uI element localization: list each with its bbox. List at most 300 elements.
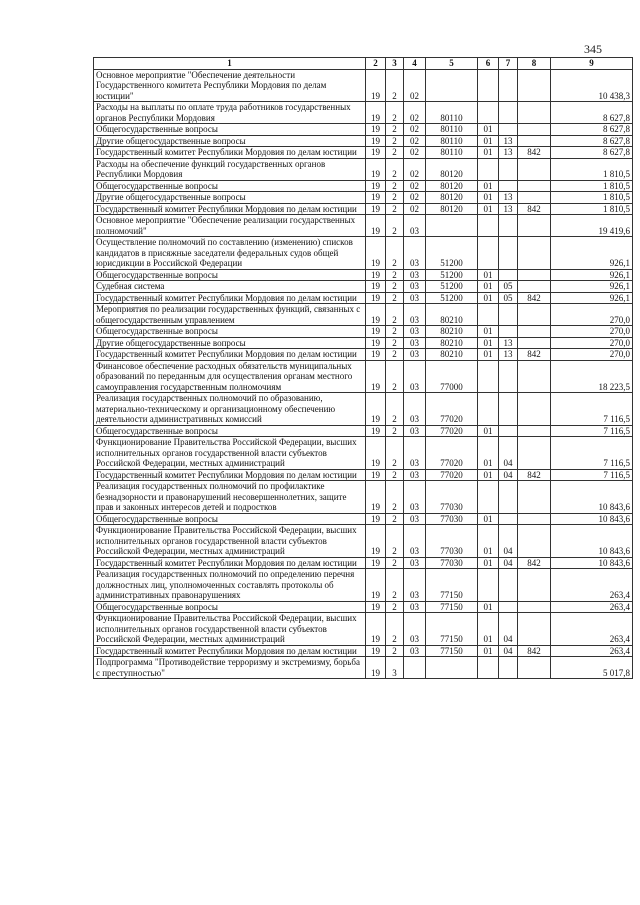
code-cell: 19 <box>366 645 386 657</box>
code-cell <box>426 657 478 679</box>
header-cell: 2 <box>366 58 386 70</box>
code-cell: 13 <box>499 349 518 361</box>
row-name-cell: Государственный комитет Республики Мордовия по делам юстиции <box>94 557 366 569</box>
code-cell: 2 <box>386 135 404 147</box>
code-cell: 02 <box>404 124 426 136</box>
code-cell: 03 <box>404 292 426 304</box>
code-cell: 01 <box>478 124 499 136</box>
code-cell: 80120 <box>426 158 478 180</box>
code-cell <box>478 158 499 180</box>
row-name-cell: Государственный комитет Республики Мордовия по делам юстиции <box>94 349 366 361</box>
row-name-cell: Общегосударственные вопросы <box>94 513 366 525</box>
code-cell: 19 <box>366 292 386 304</box>
code-cell: 01 <box>478 425 499 437</box>
row-name-cell: Осуществление полномочий по составлению (изменению) списков кандидатов в присяжные заседатели федеральных судов общей юрисдикции в Российской Федерации <box>94 237 366 270</box>
code-cell: 2 <box>386 124 404 136</box>
row-name-cell: Судебная система <box>94 281 366 293</box>
header-cell: 7 <box>499 58 518 70</box>
code-cell: 77150 <box>426 569 478 602</box>
code-cell: 2 <box>386 349 404 361</box>
code-cell: 77030 <box>426 481 478 514</box>
amount-cell: 8 627,8 <box>551 102 633 124</box>
code-cell: 19 <box>366 481 386 514</box>
code-cell: 03 <box>404 601 426 613</box>
code-cell <box>499 569 518 602</box>
code-cell <box>518 180 551 192</box>
code-cell: 19 <box>366 393 386 426</box>
code-cell <box>478 657 499 679</box>
code-cell: 03 <box>404 360 426 393</box>
code-cell: 80110 <box>426 102 478 124</box>
code-cell <box>518 437 551 470</box>
code-cell: 02 <box>404 203 426 215</box>
code-cell <box>499 657 518 679</box>
table-row <box>94 69 633 102</box>
code-cell <box>499 513 518 525</box>
header-cell: 6 <box>478 58 499 70</box>
code-cell: 2 <box>386 304 404 326</box>
code-cell: 80110 <box>426 135 478 147</box>
code-cell: 19 <box>366 425 386 437</box>
table-row <box>94 613 633 646</box>
code-cell: 13 <box>499 337 518 349</box>
code-cell: 2 <box>386 147 404 159</box>
header-cell: 5 <box>426 58 478 70</box>
code-cell <box>499 269 518 281</box>
table-row <box>94 525 633 558</box>
code-cell: 01 <box>478 349 499 361</box>
code-cell <box>499 326 518 338</box>
table-row <box>94 393 633 426</box>
code-cell <box>499 237 518 270</box>
code-cell: 2 <box>386 237 404 270</box>
code-cell <box>478 215 499 237</box>
code-cell: 2 <box>386 281 404 293</box>
code-cell: 13 <box>499 135 518 147</box>
code-cell: 2 <box>386 69 404 102</box>
code-cell: 04 <box>499 469 518 481</box>
code-cell: 01 <box>478 557 499 569</box>
code-cell <box>518 281 551 293</box>
table-row <box>94 326 633 338</box>
amount-cell: 270,0 <box>551 304 633 326</box>
amount-cell: 270,0 <box>551 337 633 349</box>
table-row <box>94 557 633 569</box>
code-cell: 02 <box>404 102 426 124</box>
amount-cell: 926,1 <box>551 292 633 304</box>
amount-cell: 926,1 <box>551 269 633 281</box>
row-name-cell: Реализация государственных полномочий по определению перечня должностных лиц, уполномоченных составлять протоколы об административных правонарушениях <box>94 569 366 602</box>
row-name-cell: Подпрограмма "Противодействие терроризму и экстремизму, борьба с преступностью" <box>94 657 366 679</box>
amount-cell: 10 843,6 <box>551 481 633 514</box>
code-cell <box>518 425 551 437</box>
table-row <box>94 601 633 613</box>
code-cell: 2 <box>386 513 404 525</box>
row-name-cell: Функционирование Правительства Российской Федерации, высших исполнительных органов государственной власти субъектов Российской Федерации, местных администраций <box>94 437 366 470</box>
table-row <box>94 147 633 159</box>
code-cell: 842 <box>518 645 551 657</box>
code-cell: 01 <box>478 180 499 192</box>
amount-cell: 7 116,5 <box>551 469 633 481</box>
code-cell: 19 <box>366 569 386 602</box>
code-cell: 2 <box>386 525 404 558</box>
row-name-cell: Государственный комитет Республики Мордовия по делам юстиции <box>94 469 366 481</box>
code-cell: 80110 <box>426 147 478 159</box>
code-cell: 03 <box>404 393 426 426</box>
code-cell: 19 <box>366 525 386 558</box>
amount-cell: 7 116,5 <box>551 425 633 437</box>
code-cell <box>518 215 551 237</box>
code-cell: 2 <box>386 425 404 437</box>
row-name-cell: Финансовое обеспечение расходных обязательств муниципальных образований по переданным для осуществления органам местного самоуправления государственным полномочиям <box>94 360 366 393</box>
code-cell: 05 <box>499 292 518 304</box>
code-cell: 02 <box>404 147 426 159</box>
code-cell <box>499 360 518 393</box>
code-cell: 19 <box>366 269 386 281</box>
code-cell: 51200 <box>426 292 478 304</box>
code-cell <box>518 69 551 102</box>
table-row <box>94 124 633 136</box>
code-cell: 03 <box>404 645 426 657</box>
amount-cell: 263,4 <box>551 601 633 613</box>
code-cell: 2 <box>386 180 404 192</box>
amount-cell: 5 017,8 <box>551 657 633 679</box>
code-cell: 2 <box>386 645 404 657</box>
code-cell: 03 <box>404 281 426 293</box>
amount-cell: 10 843,6 <box>551 557 633 569</box>
code-cell <box>478 569 499 602</box>
code-cell: 77030 <box>426 525 478 558</box>
row-name-cell: Общегосударственные вопросы <box>94 180 366 192</box>
table-row <box>94 425 633 437</box>
amount-cell: 8 627,8 <box>551 135 633 147</box>
amount-cell: 1 810,5 <box>551 158 633 180</box>
code-cell <box>499 601 518 613</box>
table-row <box>94 192 633 204</box>
code-cell: 19 <box>366 613 386 646</box>
code-cell <box>499 180 518 192</box>
code-cell: 02 <box>404 192 426 204</box>
code-cell: 01 <box>478 281 499 293</box>
code-cell: 01 <box>478 513 499 525</box>
code-cell: 80120 <box>426 203 478 215</box>
row-name-cell: Государственный комитет Республики Мордовия по делам юстиции <box>94 147 366 159</box>
code-cell: 842 <box>518 292 551 304</box>
code-cell <box>518 237 551 270</box>
code-cell: 2 <box>386 158 404 180</box>
code-cell: 03 <box>404 525 426 558</box>
code-cell: 19 <box>366 469 386 481</box>
code-cell: 01 <box>478 147 499 159</box>
code-cell: 01 <box>478 613 499 646</box>
code-cell: 77150 <box>426 601 478 613</box>
code-cell: 2 <box>386 601 404 613</box>
table-row <box>94 180 633 192</box>
code-cell <box>518 360 551 393</box>
code-cell <box>518 124 551 136</box>
code-cell: 19 <box>366 135 386 147</box>
budget-table <box>93 57 633 679</box>
row-name-cell: Функционирование Правительства Российской Федерации, высших исполнительных органов государственной власти субъектов Российской Федерации, местных администраций <box>94 525 366 558</box>
table-row <box>94 281 633 293</box>
code-cell <box>499 304 518 326</box>
code-cell: 19 <box>366 304 386 326</box>
row-name-cell: Мероприятия по реализации государственных функций, связанных с общегосударственным управлением <box>94 304 366 326</box>
code-cell <box>478 237 499 270</box>
code-cell: 19 <box>366 124 386 136</box>
code-cell: 19 <box>366 360 386 393</box>
code-cell: 03 <box>404 557 426 569</box>
code-cell: 03 <box>404 304 426 326</box>
code-cell: 19 <box>366 601 386 613</box>
amount-cell: 7 116,5 <box>551 393 633 426</box>
code-cell <box>518 158 551 180</box>
code-cell: 80210 <box>426 337 478 349</box>
code-cell: 77020 <box>426 437 478 470</box>
code-cell: 04 <box>499 645 518 657</box>
amount-cell: 10 843,6 <box>551 513 633 525</box>
code-cell <box>499 69 518 102</box>
code-cell: 13 <box>499 147 518 159</box>
code-cell: 842 <box>518 147 551 159</box>
code-cell: 80120 <box>426 180 478 192</box>
amount-cell: 10 438,3 <box>551 69 633 102</box>
code-cell: 19 <box>366 513 386 525</box>
row-name-cell: Общегосударственные вопросы <box>94 269 366 281</box>
code-cell: 19 <box>366 102 386 124</box>
row-name-cell: Государственный комитет Республики Мордовия по делам юстиции <box>94 645 366 657</box>
table-row <box>94 269 633 281</box>
code-cell <box>518 326 551 338</box>
code-cell: 2 <box>386 269 404 281</box>
code-cell <box>478 69 499 102</box>
code-cell: 77020 <box>426 425 478 437</box>
code-cell: 2 <box>386 337 404 349</box>
code-cell: 77150 <box>426 645 478 657</box>
row-name-cell: Другие общегосударственные вопросы <box>94 135 366 147</box>
code-cell: 2 <box>386 292 404 304</box>
row-name-cell: Другие общегосударственные вопросы <box>94 192 366 204</box>
code-cell: 03 <box>404 569 426 602</box>
amount-cell: 10 843,6 <box>551 525 633 558</box>
code-cell: 01 <box>478 203 499 215</box>
code-cell: 19 <box>366 147 386 159</box>
code-cell: 03 <box>404 269 426 281</box>
code-cell: 19 <box>366 192 386 204</box>
code-cell: 2 <box>386 192 404 204</box>
code-cell: 13 <box>499 203 518 215</box>
row-name-cell: Общегосударственные вопросы <box>94 425 366 437</box>
code-cell <box>518 601 551 613</box>
table-row <box>94 657 633 679</box>
code-cell: 01 <box>478 337 499 349</box>
code-cell: 19 <box>366 281 386 293</box>
amount-cell: 926,1 <box>551 237 633 270</box>
code-cell <box>499 102 518 124</box>
code-cell <box>518 337 551 349</box>
table-row <box>94 469 633 481</box>
code-cell: 842 <box>518 469 551 481</box>
code-cell <box>478 360 499 393</box>
code-cell: 02 <box>404 69 426 102</box>
amount-cell: 1 810,5 <box>551 192 633 204</box>
table-row <box>94 437 633 470</box>
table-row <box>94 304 633 326</box>
code-cell: 2 <box>386 102 404 124</box>
code-cell: 01 <box>478 645 499 657</box>
row-name-cell: Другие общегосударственные вопросы <box>94 337 366 349</box>
code-cell <box>499 393 518 426</box>
header-cell: 3 <box>386 58 404 70</box>
code-cell <box>518 192 551 204</box>
code-cell <box>478 102 499 124</box>
header-cell: 4 <box>404 58 426 70</box>
code-cell: 19 <box>366 180 386 192</box>
code-cell: 842 <box>518 203 551 215</box>
row-name-cell: Функционирование Правительства Российской Федерации, высших исполнительных органов государственной власти субъектов Российской Федерации, местных администраций <box>94 613 366 646</box>
code-cell: 03 <box>404 215 426 237</box>
header-row <box>94 58 633 70</box>
code-cell: 80120 <box>426 192 478 204</box>
amount-cell: 19 419,6 <box>551 215 633 237</box>
code-cell: 02 <box>404 158 426 180</box>
header-cell: 8 <box>518 58 551 70</box>
code-cell: 01 <box>478 326 499 338</box>
row-name-cell: Общегосударственные вопросы <box>94 326 366 338</box>
code-cell: 77020 <box>426 393 478 426</box>
amount-cell: 8 627,8 <box>551 147 633 159</box>
code-cell: 04 <box>499 437 518 470</box>
row-name-cell: Государственный комитет Республики Мордовия по делам юстиции <box>94 203 366 215</box>
code-cell <box>518 569 551 602</box>
code-cell: 01 <box>478 292 499 304</box>
code-cell: 842 <box>518 349 551 361</box>
code-cell: 19 <box>366 158 386 180</box>
code-cell: 05 <box>499 281 518 293</box>
code-cell: 19 <box>366 437 386 470</box>
header-cell: 9 <box>551 58 633 70</box>
code-cell: 2 <box>386 481 404 514</box>
row-name-cell: Общегосударственные вопросы <box>94 601 366 613</box>
code-cell: 2 <box>386 469 404 481</box>
row-name-cell: Государственный комитет Республики Мордовия по делам юстиции <box>94 292 366 304</box>
code-cell: 01 <box>478 192 499 204</box>
code-cell: 77150 <box>426 613 478 646</box>
code-cell: 80210 <box>426 349 478 361</box>
table-row <box>94 102 633 124</box>
code-cell: 19 <box>366 326 386 338</box>
code-cell: 04 <box>499 525 518 558</box>
code-cell <box>499 124 518 136</box>
code-cell: 03 <box>404 469 426 481</box>
table-row <box>94 360 633 393</box>
code-cell: 02 <box>404 135 426 147</box>
amount-cell: 270,0 <box>551 349 633 361</box>
code-cell: 04 <box>499 613 518 646</box>
code-cell: 2 <box>386 203 404 215</box>
table-row <box>94 158 633 180</box>
code-cell: 80110 <box>426 124 478 136</box>
code-cell: 01 <box>478 135 499 147</box>
header-cell: 1 <box>94 58 366 70</box>
amount-cell: 18 223,5 <box>551 360 633 393</box>
code-cell: 51200 <box>426 237 478 270</box>
code-cell: 19 <box>366 237 386 270</box>
code-cell: 02 <box>404 180 426 192</box>
row-name-cell: Расходы на обеспечение функций государственных органов Республики Мордовия <box>94 158 366 180</box>
row-name-cell: Реализация государственных полномочий по профилактике безнадзорности и правонарушений несовершеннолетних, защите прав и законных интересов детей и подростков <box>94 481 366 514</box>
code-cell: 77000 <box>426 360 478 393</box>
code-cell <box>426 69 478 102</box>
code-cell: 01 <box>478 269 499 281</box>
code-cell: 80210 <box>426 304 478 326</box>
code-cell <box>478 393 499 426</box>
code-cell: 77030 <box>426 557 478 569</box>
amount-cell: 263,4 <box>551 569 633 602</box>
code-cell: 2 <box>386 569 404 602</box>
table-row <box>94 481 633 514</box>
code-cell <box>518 102 551 124</box>
code-cell: 77030 <box>426 513 478 525</box>
code-cell: 80210 <box>426 326 478 338</box>
table-row <box>94 237 633 270</box>
table-row <box>94 569 633 602</box>
amount-cell: 8 627,8 <box>551 124 633 136</box>
code-cell <box>404 657 426 679</box>
code-cell: 03 <box>404 326 426 338</box>
code-cell <box>518 657 551 679</box>
code-cell: 2 <box>386 437 404 470</box>
code-cell: 51200 <box>426 269 478 281</box>
code-cell <box>518 269 551 281</box>
row-name-cell: Основное мероприятие "Обеспечение реализации государственных полномочий" <box>94 215 366 237</box>
page-number: 345 <box>584 42 602 56</box>
table-row <box>94 215 633 237</box>
code-cell <box>518 135 551 147</box>
code-cell: 2 <box>386 557 404 569</box>
code-cell: 19 <box>366 349 386 361</box>
table-row <box>94 292 633 304</box>
code-cell: 19 <box>366 657 386 679</box>
code-cell <box>518 304 551 326</box>
table-row <box>94 645 633 657</box>
code-cell <box>499 481 518 514</box>
code-cell: 51200 <box>426 281 478 293</box>
row-name-cell: Общегосударственные вопросы <box>94 124 366 136</box>
code-cell: 03 <box>404 481 426 514</box>
amount-cell: 1 810,5 <box>551 203 633 215</box>
code-cell: 13 <box>499 192 518 204</box>
code-cell <box>499 158 518 180</box>
code-cell: 2 <box>386 360 404 393</box>
code-cell <box>426 215 478 237</box>
amount-cell: 263,4 <box>551 613 633 646</box>
code-cell <box>518 393 551 426</box>
code-cell: 842 <box>518 557 551 569</box>
row-name-cell: Расходы на выплаты по оплате труда работников государственных органов Республики Мордовия <box>94 102 366 124</box>
amount-cell: 1 810,5 <box>551 180 633 192</box>
code-cell: 2 <box>386 215 404 237</box>
code-cell: 01 <box>478 525 499 558</box>
code-cell <box>478 481 499 514</box>
code-cell: 01 <box>478 437 499 470</box>
code-cell: 77020 <box>426 469 478 481</box>
code-cell: 01 <box>478 469 499 481</box>
code-cell: 19 <box>366 337 386 349</box>
code-cell <box>518 525 551 558</box>
code-cell: 19 <box>366 215 386 237</box>
code-cell <box>499 215 518 237</box>
